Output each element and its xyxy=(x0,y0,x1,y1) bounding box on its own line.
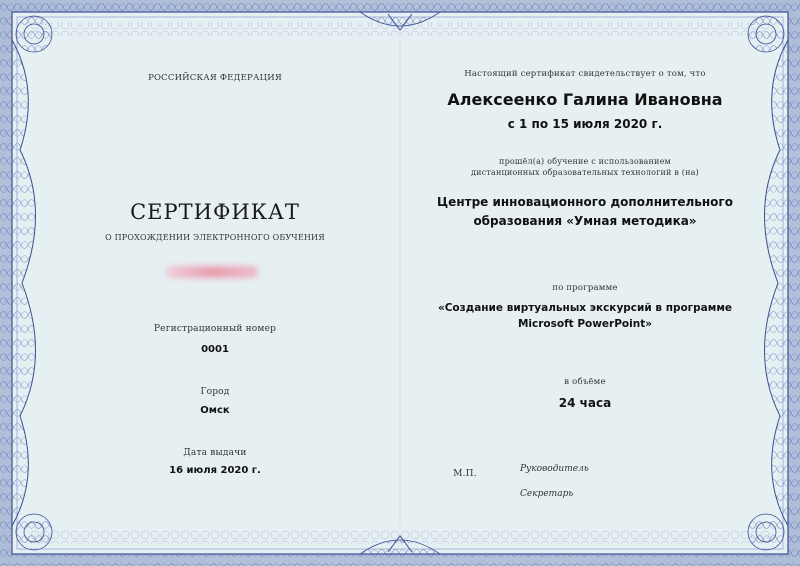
secretary-signature-label: Секретарь xyxy=(520,489,574,499)
head-signature-label: Руководитель xyxy=(520,464,589,474)
city-value: Омск xyxy=(200,405,230,416)
stamp-place-label: М.П. xyxy=(453,469,477,479)
issue-date-label: Дата выдачи xyxy=(183,448,247,458)
certificate-subtitle: О ПРОХОЖДЕНИИ ЭЛЕКТРОННОГО ОБУЧЕНИЯ xyxy=(105,233,325,242)
redacted-number xyxy=(166,266,258,278)
issue-date-value: 16 июля 2020 г. xyxy=(169,465,261,476)
country-label: РОССИЙСКАЯ ФЕДЕРАЦИЯ xyxy=(148,73,282,83)
organization-line1: Центре инновационного дополнительного xyxy=(437,195,733,209)
program-line2: Microsoft PowerPoint» xyxy=(517,318,653,330)
volume-value: 24 часа xyxy=(558,396,612,410)
registration-label: Регистрационный номер xyxy=(153,324,277,334)
city-label: Город xyxy=(200,387,230,397)
certificate-title: СЕРТИФИКАТ xyxy=(130,200,300,224)
training-text-line2: дистанционных образовательных технологий в (на) xyxy=(471,168,699,177)
training-text-line1: прошёл(а) обучение с использованием xyxy=(499,157,671,166)
volume-label: в объёме xyxy=(564,377,606,387)
program-label: по программе xyxy=(552,283,618,293)
program-line1: «Создание виртуальных экскурсий в программе xyxy=(437,302,733,314)
organization-line2: образования «Умная методика» xyxy=(473,214,697,228)
recipient-name: Алексеенко Галина Ивановна xyxy=(447,90,723,109)
intro-text: Настоящий сертификат свидетельствует о том, что xyxy=(464,69,706,79)
training-period: с 1 по 15 июля 2020 г. xyxy=(507,117,663,131)
registration-number: 0001 xyxy=(201,344,229,355)
